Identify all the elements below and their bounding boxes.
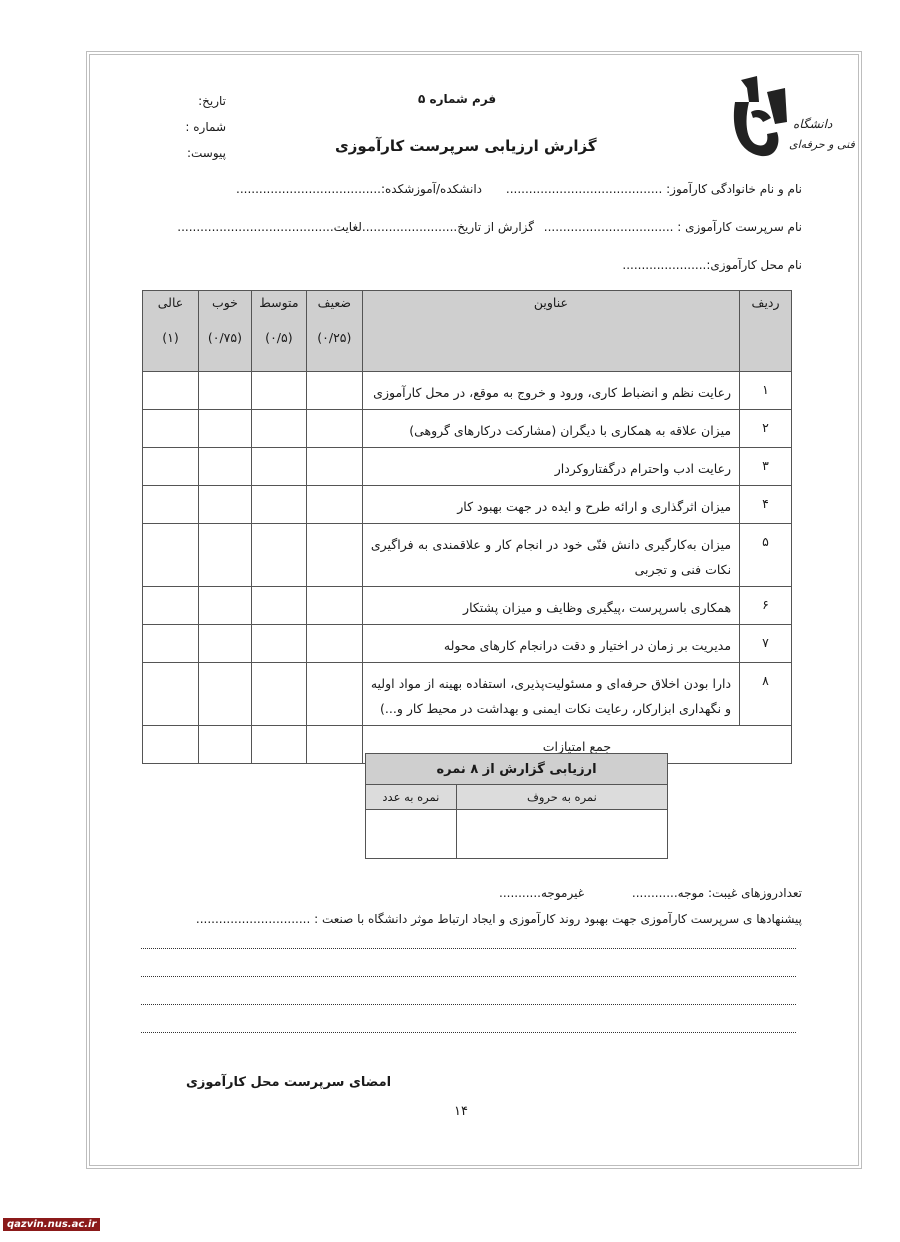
page-title: گزارش ارزیابی سرپرست کارآموزی — [335, 137, 597, 155]
table-row: ۸ دارا بودن اخلاق حرفه‌ای و مسئولیت‌پذیری، استفاده بهینه از مواد اولیه و نگهداری ابزارکار، رعایت نکات ایمنی و بهداشت در محیط کار و...) — [143, 663, 792, 726]
score-cell[interactable] — [143, 524, 199, 587]
score-cell[interactable] — [306, 448, 362, 486]
score-cell[interactable] — [306, 410, 362, 448]
evaluation-table — [142, 290, 792, 764]
score-cell[interactable] — [143, 726, 199, 764]
score-cell[interactable] — [198, 625, 251, 663]
score-cell[interactable] — [143, 625, 199, 663]
score-cell[interactable] — [198, 663, 251, 726]
score-cell[interactable] — [198, 410, 251, 448]
logo-subtext: فنی و حرفه‌ای — [789, 138, 855, 151]
signature-label: امضای سرپرست محل کارآموزی — [186, 1075, 392, 1090]
score-cell[interactable] — [198, 726, 251, 764]
score-cell[interactable] — [306, 663, 362, 726]
score-cell[interactable] — [306, 726, 362, 764]
faculty-field: دانشکده/آموزشکده:...................................... — [236, 182, 482, 196]
total-label: جمع امتیازات — [362, 726, 791, 764]
score-cell[interactable] — [251, 410, 306, 448]
form-number: فرم شماره ۵ — [418, 92, 497, 106]
suggestion-line[interactable] — [141, 948, 796, 949]
report-period-field: گزارش از تاریخ.........................لغایت......................................... — [177, 220, 534, 234]
header-titles: عناوین — [362, 291, 739, 372]
score-cell[interactable] — [198, 587, 251, 625]
meta-date: تاریخ: — [198, 94, 226, 108]
grade-numbers-cell[interactable] — [366, 810, 457, 859]
header-weak: ضعیف (۰/۲۵) — [306, 291, 362, 372]
score-cell[interactable] — [143, 663, 199, 726]
score-cell[interactable] — [251, 448, 306, 486]
table-row: ۱ رعایت نظم و انضباط کاری، ورود و خروج به موقع، در محل کارآموزی — [143, 372, 792, 410]
score-cell[interactable] — [143, 486, 199, 524]
site-watermark: qazvin.nus.ac.ir — [3, 1218, 100, 1231]
location-field: نام محل کارآموزی:...................... — [622, 258, 802, 272]
header-excellent: عالی (۱) — [143, 291, 199, 372]
meta-number: شماره : — [185, 120, 226, 134]
score-cell[interactable] — [306, 524, 362, 587]
header-good: خوب (۰/۷۵) — [198, 291, 251, 372]
suggestion-line[interactable] — [141, 1004, 796, 1005]
student-name-field: نام و نام خانوادگی کارآموز: ......................................... — [505, 182, 802, 196]
score-cell[interactable] — [198, 486, 251, 524]
score-cell[interactable] — [306, 486, 362, 524]
page-number: ۱۴ — [454, 1104, 468, 1119]
grade-title: ارزیابی گزارش از ۸ نمره — [366, 754, 668, 785]
suggestion-line[interactable] — [141, 1032, 796, 1033]
grade-table — [365, 753, 668, 859]
absence-unjustified: غیرموجه........... — [499, 886, 584, 900]
suggestions-label: پیشنهادها ی سرپرست کارآموزی جهت بهبود روند کارآموزی و ایجاد ارتباط موثر دانشگاه با صنعت : .............................. — [195, 912, 802, 926]
score-cell[interactable] — [306, 372, 362, 410]
score-cell[interactable] — [251, 524, 306, 587]
score-cell[interactable] — [198, 372, 251, 410]
score-cell[interactable] — [306, 587, 362, 625]
absence-justified: تعدادروزهای غیبت: موجه............ — [631, 886, 802, 900]
grade-letters-cell[interactable] — [456, 810, 667, 859]
score-cell[interactable] — [251, 372, 306, 410]
table-row: ۵ میزان به‌کارگیری دانش فنّی خود در انجام کار و علاقمندی به فراگیری نکات فنی و تجربی — [143, 524, 792, 587]
meta-attachment: پیوست: — [186, 146, 226, 160]
meta-block — [185, 88, 226, 166]
grade-letters-header: نمره به حروف — [456, 785, 667, 810]
table-row: ۴ میزان اثرگذاری و ارائه طرح و ایده در جهت بهبود کار — [143, 486, 792, 524]
score-cell[interactable] — [251, 663, 306, 726]
score-cell[interactable] — [251, 587, 306, 625]
table-row: ۷ مدیریت بر زمان در اختیار و دقت درانجام کارهای محوله — [143, 625, 792, 663]
score-cell[interactable] — [143, 372, 199, 410]
grade-numbers-header: نمره به عدد — [366, 785, 457, 810]
score-cell[interactable] — [143, 410, 199, 448]
header-row: ردیف — [740, 291, 792, 372]
university-logo — [727, 72, 855, 162]
score-cell[interactable] — [143, 448, 199, 486]
score-cell[interactable] — [198, 524, 251, 587]
table-row: ۲ میزان علاقه به همکاری با دیگران (مشارکت درکارهای گروهی) — [143, 410, 792, 448]
table-row: ۶ همکاری باسرپرست ،پیگیری وظایف و میزان پشتکار — [143, 587, 792, 625]
score-cell[interactable] — [251, 625, 306, 663]
table-row: ۳ رعایت ادب واحترام درگفتاروکردار — [143, 448, 792, 486]
header-medium: متوسط (۰/۵) — [251, 291, 306, 372]
score-cell[interactable] — [143, 587, 199, 625]
score-cell[interactable] — [198, 448, 251, 486]
score-cell[interactable] — [251, 726, 306, 764]
suggestion-line[interactable] — [141, 976, 796, 977]
score-cell[interactable] — [306, 625, 362, 663]
score-cell[interactable] — [251, 486, 306, 524]
supervisor-field: نام سرپرست کارآموزی : .................................. — [543, 220, 802, 234]
logo-text: دانشگاه — [793, 117, 833, 131]
